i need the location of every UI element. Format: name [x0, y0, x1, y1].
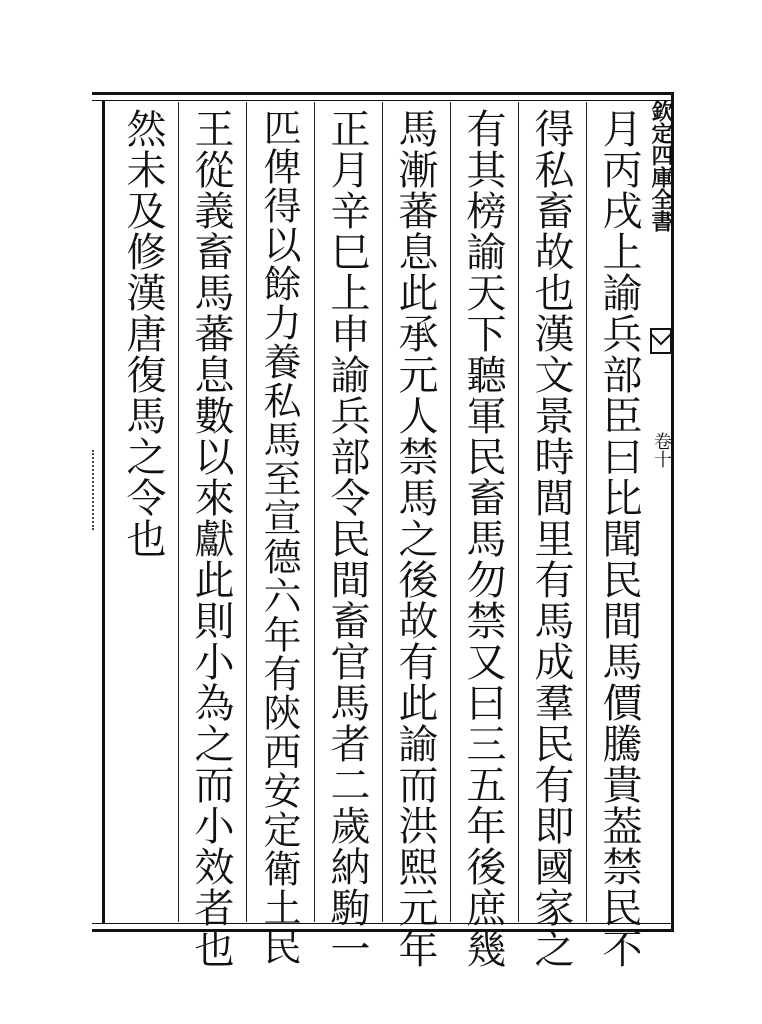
column-rule: [382, 102, 383, 922]
column-rule: [246, 102, 247, 922]
volume-label: 卷十: [651, 432, 672, 468]
frame-top-border: [92, 92, 674, 101]
text-column-1: 月丙戌上諭兵部臣曰比聞民間馬價騰貴葢禁民不: [596, 108, 642, 969]
text-column-8: 然未及修漢唐復馬之令也: [120, 108, 166, 559]
frame-bottom-border: [92, 923, 674, 932]
frame-left-border: [102, 100, 105, 924]
center-margin-strip: [648, 92, 674, 932]
fish-tail-mark-icon: [650, 328, 672, 354]
text-column-6: 匹俾得以餘力養私馬至宣德六年有陝西安定衛土民: [257, 108, 301, 966]
column-rule: [450, 102, 451, 922]
text-column-5: 正月辛巳上申諭兵部令民間畜官馬者二歲納駒一: [324, 108, 370, 969]
book-page: [92, 92, 674, 969]
book-title-label: 欽定四庫全書: [648, 100, 674, 232]
text-column-7: 王從義畜馬蕃息數以來獻此則小為之而小效者也: [188, 108, 234, 969]
text-column-3: 有其榜諭天下聽軍民畜馬勿禁又曰三五年後庶幾: [460, 108, 506, 969]
column-rule: [178, 102, 179, 922]
text-column-2: 得私畜故也漢文景時閭里有馬成羣民有即國家之: [528, 108, 574, 969]
column-rule: [518, 102, 519, 922]
text-column-4: 馬漸蕃息此承元人禁馬之後故有此諭而洪熙元年: [392, 108, 438, 969]
column-rule: [314, 102, 315, 922]
column-rule: [586, 102, 587, 922]
